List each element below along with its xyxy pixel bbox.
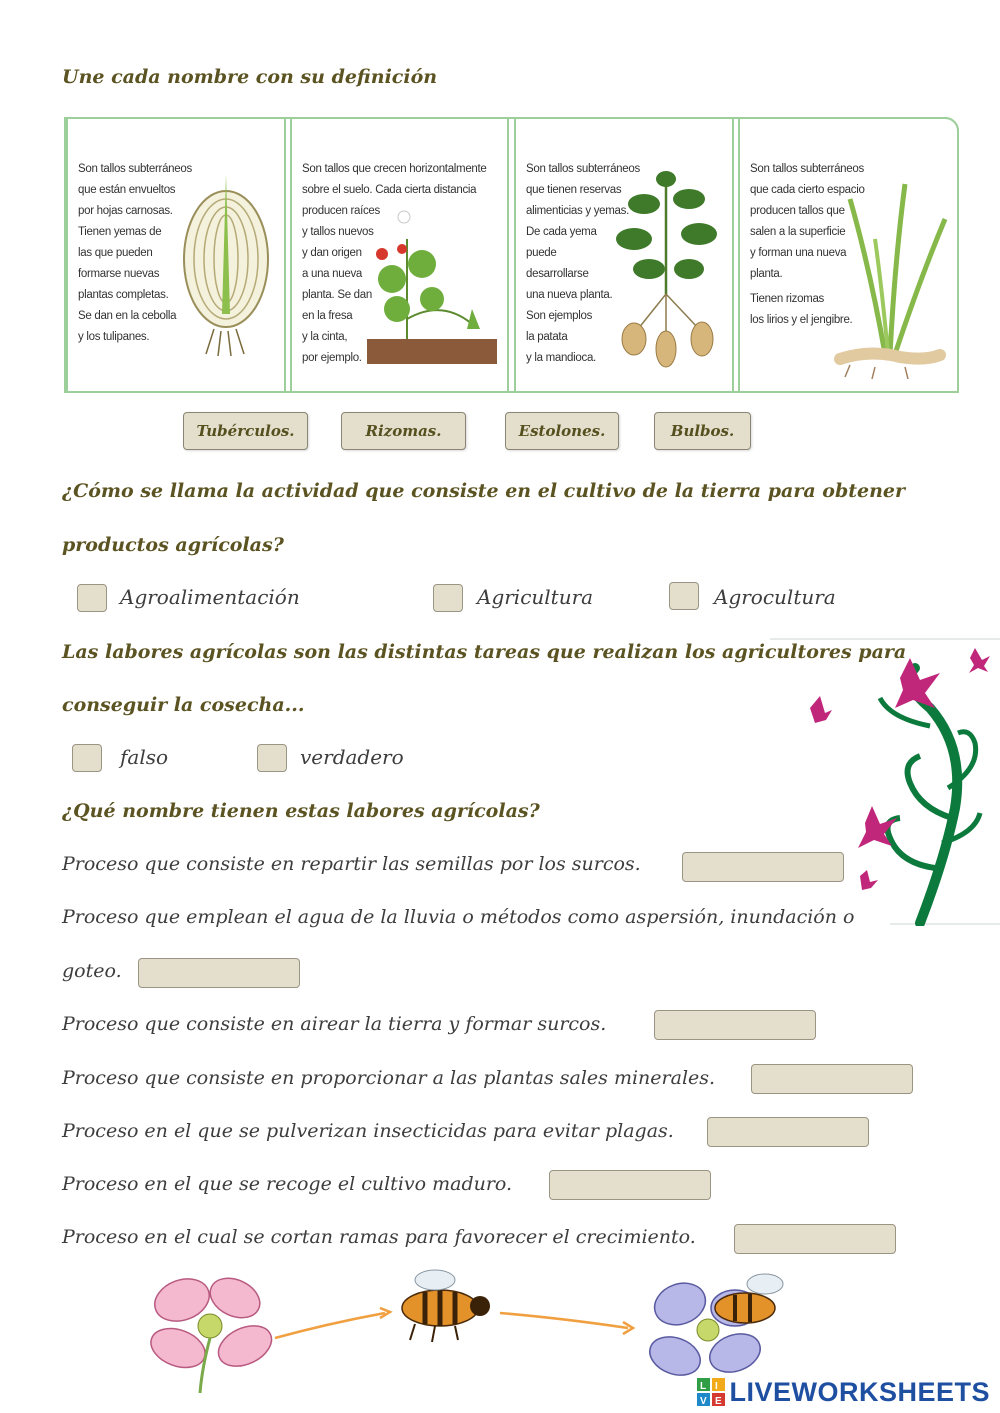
panel-bulb-text: Son tallos subterráneos que están envueltos por hojas carnosas. Tienen yemas de las que pueden formarse nuevas plantas completas. Se dan en la cebolla y los tulipanes. xyxy=(78,163,192,343)
option-agrocultura: Agrocultura xyxy=(714,585,836,609)
bee-icon xyxy=(402,1270,490,1342)
option-agricultura: Agricultura xyxy=(477,585,594,609)
panel-bulb xyxy=(66,117,286,393)
checkbox-agroalimentacion[interactable] xyxy=(77,584,107,612)
answer-riego-input[interactable] xyxy=(138,958,300,988)
section2-question-line1: ¿Cómo se llama la actividad que consiste en el cultivo de la tierra para obtener xyxy=(62,480,906,502)
panel-stolon-text: Son tallos que crecen horizontalmente sobre el suelo. Cada cierta distancia producen raíces y tallos nuevos y dan origen a una nueva planta. Se dan en la fresa y la cinta, por ejemplo. xyxy=(302,163,487,364)
checkbox-agrocultura[interactable] xyxy=(669,582,699,610)
panel-stolon xyxy=(290,117,509,393)
answer-cosecha-input[interactable] xyxy=(549,1170,711,1200)
answer-arado-input[interactable] xyxy=(654,1010,816,1040)
strawberry-illustration xyxy=(362,199,502,369)
option-agroalimentacion: Agroalimentación xyxy=(120,585,300,609)
svg-text:E: E xyxy=(715,1396,723,1406)
answer-poda-input[interactable] xyxy=(734,1224,896,1254)
answer-fumigacion-input[interactable] xyxy=(707,1117,869,1147)
chip-estolones[interactable]: Estolones. xyxy=(505,412,619,450)
section3-question-line1: Las labores agrícolas son las distintas tareas que realizan los agricultores para xyxy=(62,641,907,663)
section4-title: ¿Qué nombre tienen estas labores agrícolas? xyxy=(62,800,540,822)
pink-flower-icon xyxy=(146,1271,278,1393)
panel-rhizome-text: Son tallos subterráneos que cada cierto espacio producen tallos que salen a la superficie y forman una nueva planta. Tienen rizomas los lirios y el jengibre. xyxy=(750,163,865,326)
panel-tuber xyxy=(514,117,734,393)
item-siembra: Proceso que consiste en repartir las semillas por los surcos. xyxy=(62,853,641,875)
item-fumigacion: Proceso en el que se pulverizan insecticidas para evitar plagas. xyxy=(62,1120,674,1142)
onion-bulb-illustration xyxy=(176,164,276,364)
potato-plant-illustration xyxy=(604,164,729,374)
liveworksheets-logo[interactable] xyxy=(697,1377,990,1407)
section3-question-line2: conseguir la cosecha... xyxy=(62,694,305,716)
checkbox-falso[interactable] xyxy=(72,744,102,772)
panel-tuber-text: Son tallos subterráneos que tienen reservas alimenticias y yemas. De cada yema puede desarrollarse una nueva planta. Son ejemplos la patata y la mandioca. xyxy=(526,163,640,364)
answer-siembra-input[interactable] xyxy=(682,852,844,882)
logo-mark-icon xyxy=(697,1378,725,1406)
panel-rhizome xyxy=(738,117,959,393)
chip-bulbos[interactable]: Bulbos. xyxy=(654,412,751,450)
checkbox-agricultura[interactable] xyxy=(433,584,463,612)
svg-text:V: V xyxy=(700,1396,708,1406)
item-cosecha: Proceso en el que se recoge el cultivo maduro. xyxy=(62,1173,513,1195)
option-verdadero: verdadero xyxy=(300,745,404,769)
svg-text:I: I xyxy=(715,1381,719,1392)
item-arado: Proceso que consiste en airear la tierra y formar surcos. xyxy=(62,1013,607,1035)
rhizome-illustration xyxy=(830,179,955,379)
item-riego-line1: Proceso que emplean el agua de la lluvia o métodos como aspersión, inundación o xyxy=(62,906,855,928)
checkbox-verdadero[interactable] xyxy=(257,744,287,772)
item-abonado: Proceso que consiste en proporcionar a las plantas sales minerales. xyxy=(62,1067,716,1089)
item-riego-line2: goteo. xyxy=(62,960,122,982)
item-poda: Proceso en el cual se cortan ramas para favorecer el crecimiento. xyxy=(62,1226,696,1248)
section1-title: Une cada nombre con su definición xyxy=(62,66,438,88)
svg-text:L: L xyxy=(700,1381,707,1392)
logo-text: LIVEWORKSHEETS xyxy=(729,1376,990,1407)
section2-question-line2: productos agrícolas? xyxy=(62,534,284,556)
flower-vine-decoration xyxy=(770,638,1000,926)
purple-flower-with-bee-icon xyxy=(644,1274,783,1382)
chip-tuberculos[interactable]: Tubérculos. xyxy=(183,412,308,450)
option-falso: falso xyxy=(120,745,169,769)
answer-abonado-input[interactable] xyxy=(751,1064,913,1094)
chip-rizomas[interactable]: Rizomas. xyxy=(341,412,466,450)
